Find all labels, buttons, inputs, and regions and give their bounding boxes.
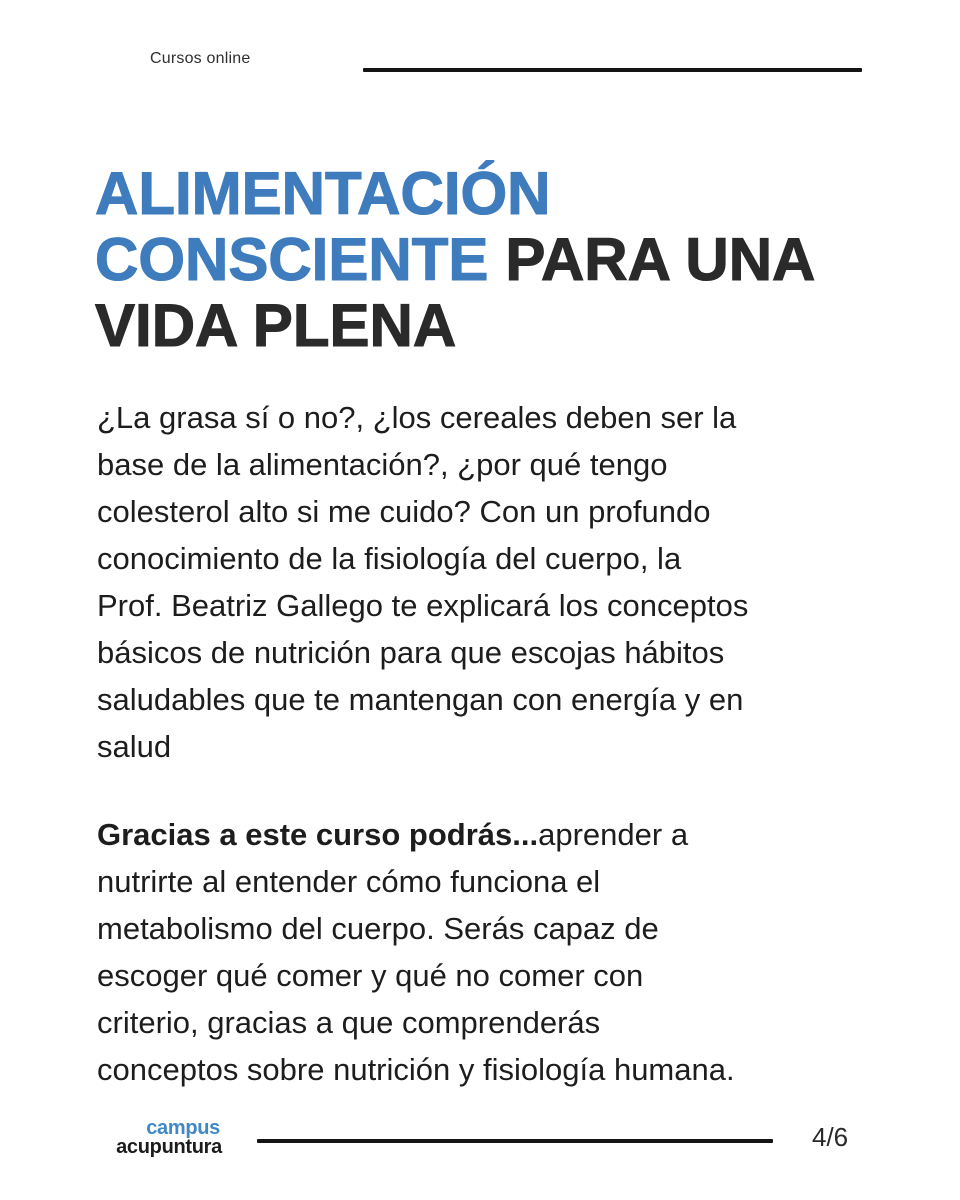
title-line2-blue: CONSCIENTE [95,226,489,293]
title-line-3 [95,293,815,359]
text-line: base de la alimentación?, ¿por qué tengo [97,447,668,482]
text-line: conocimiento de la fisiología del cuerpo, la [97,541,682,576]
logo-word-campus: campus [146,1117,220,1139]
page-indicator: 4/6 [812,1122,849,1152]
campus-acupuntura-logo [100,1119,222,1157]
benefits-paragraph [97,811,887,1093]
text-line: conceptos sobre nutrición y fisiología humana. [97,1052,735,1087]
benefits-lead-rest: aprender a [538,817,689,852]
intro-paragraph [97,394,887,770]
title-line3-dark: VIDA PLENA [95,292,457,359]
benefits-lead-in: Gracias a este curso podrás... [97,817,539,852]
text-line: ¿La grasa sí o no?, ¿los cereales deben ser la [97,400,737,435]
logo-word-acupuntura: acupuntura [116,1136,222,1158]
benefits-lines [97,858,887,1093]
text-line: básicos de nutrición para que escojas hábitos [97,635,725,670]
title-line2-dark: PARA UNA [505,226,816,293]
text-line: Prof. Beatriz Gallego te explicará los conceptos [97,588,749,623]
text-line: salud [97,729,172,764]
text-line: saludables que te mantengan con energía y en [97,682,744,717]
text-line: colesterol alto si me cuido? Con un profundo [97,494,711,529]
title-line-1 [95,161,815,227]
title-line-2 [95,227,815,293]
title-line1-blue: ALIMENTACIÓN [95,160,551,227]
text-line: metabolismo del cuerpo. Serás capaz de [97,911,659,946]
text-line [97,811,887,858]
text-line: escoger qué comer y qué no comer con [97,958,644,993]
page-title [95,161,815,359]
footer-rule [257,1139,773,1143]
header-label: Cursos online [150,50,251,67]
text-line: nutrirte al entender cómo funciona el [97,864,601,899]
header-rule [363,68,862,72]
text-line: criterio, gracias a que comprenderás [97,1005,601,1040]
